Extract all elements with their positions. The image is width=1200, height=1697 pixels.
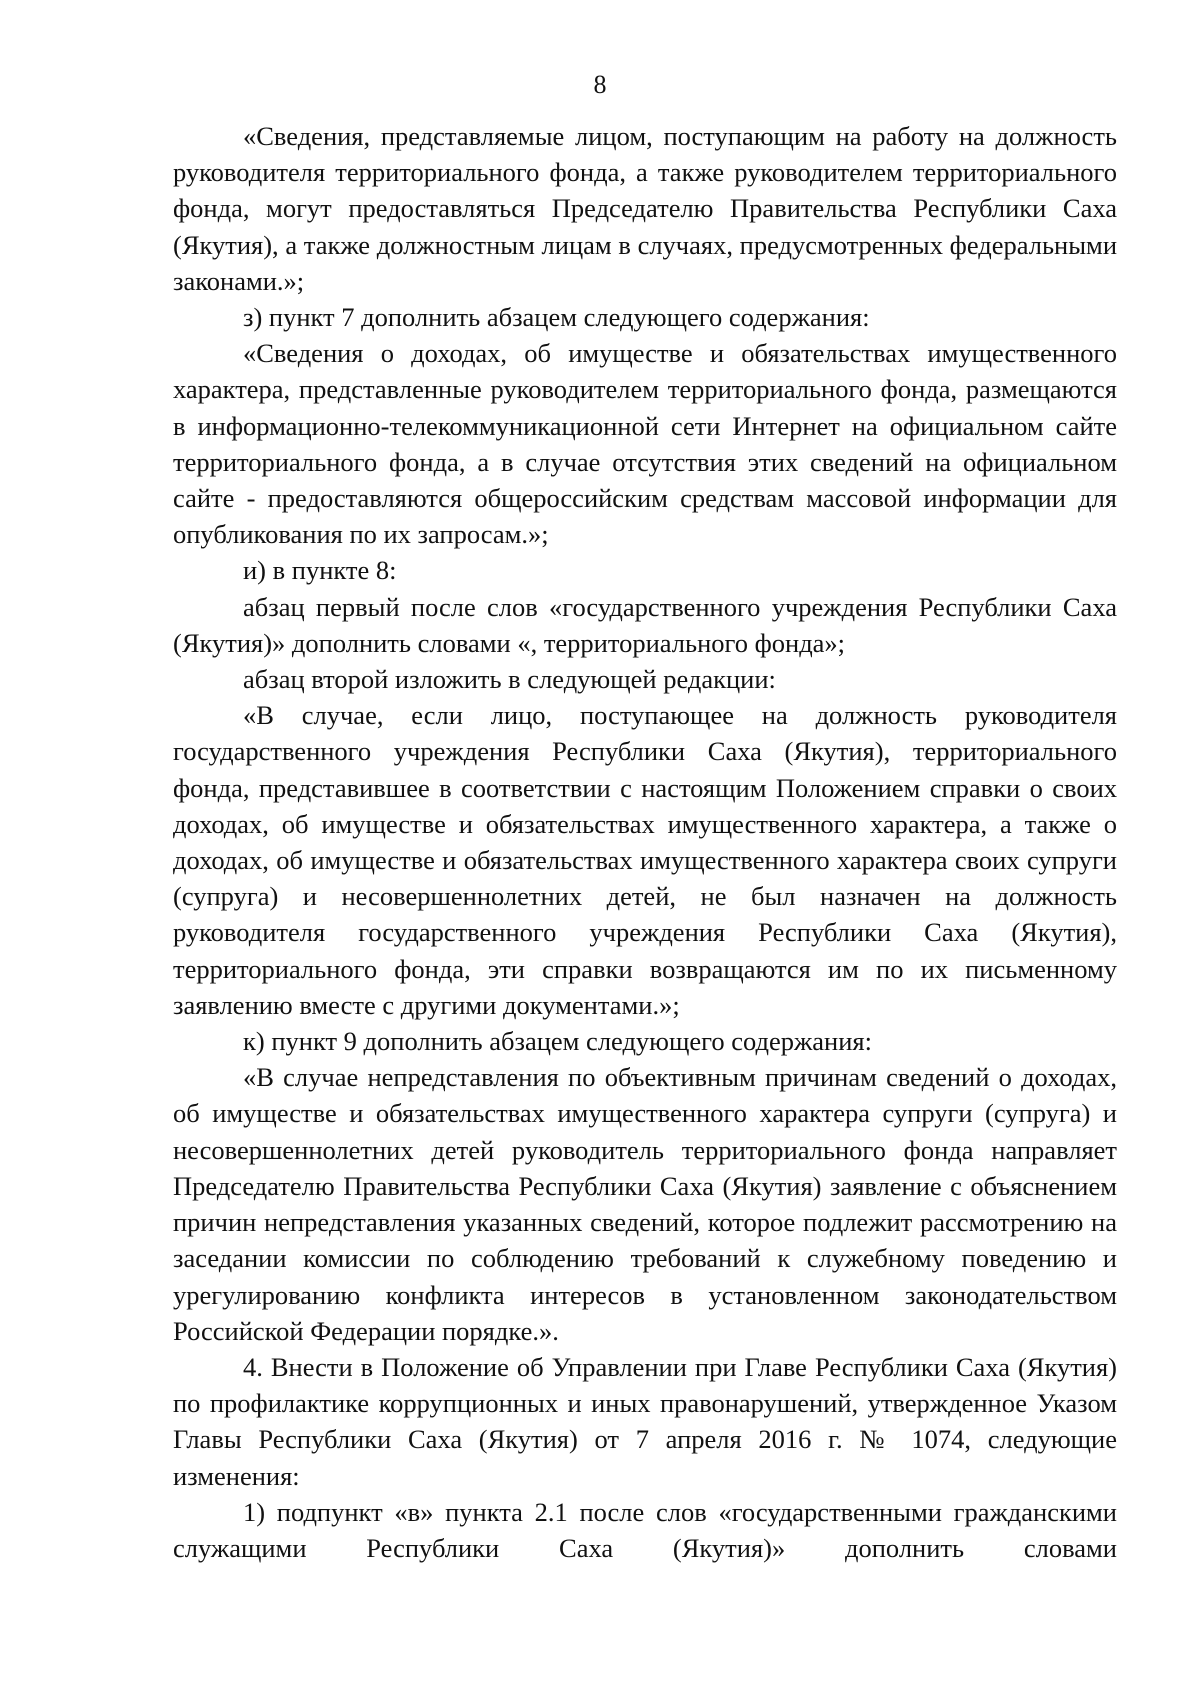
paragraph-subitem-1: 1) подпункт «в» пункта 2.1 после слов «государственными гражданскими служащими Республики Саха (Якутия)» дополнить словами: [173, 1496, 1117, 1563]
paragraph-quote-information-provision: «Сведения, представляемые лицом, поступающим на работу на должность руководителя территориального фонда, а также руководителем территориального фонда, могут предоставляться Председателю Правительства Республики Саха (Якутия), а также должностным лицам в случаях, предусмотренных федеральными законами.»;: [173, 121, 1117, 296]
paragraph-second-abzac: абзац второй изложить в следующей редакции:: [243, 664, 776, 695]
paragraph-item-k: к) пункт 9 дополнить абзацем следующего содержания:: [243, 1026, 872, 1057]
paragraph-quote-return-certificates: «В случае, если лицо, поступающее на должность руководителя государственного учреждения Республики Саха (Якутия), территориального фонда, представившее в соответствии с настоящим Положением справки о своих доходах, об имуществе и обязательствах имущественного характера, а также о доходах, об имуществе и обязательствах имущественного характера своих супруги (супруга) и несовершеннолетних детей, не был назначен на должность руководителя государственного учреждения Республики Саха (Якутия), территориального фонда, эти справки возвращаются им по их письменному заявлению вместе с другими документами.»;: [173, 700, 1117, 1020]
paragraph-first-abzac: абзац первый после слов «государственного учреждения Республики Саха (Якутия)» дополнить словами «, территориального фонда»;: [173, 591, 1117, 658]
paragraph-section-4: 4. Внести в Положение об Управлении при Главе Республики Саха (Якутия) по профилактике коррупционных и иных правонарушений, утвержденное Указом Главы Республики Саха (Якутия) от 7 апреля 2016 г. № 1074, следующие изменения:: [173, 1351, 1117, 1491]
document-body: [173, 118, 1117, 1566]
paragraph-quote-non-submission: «В случае непредставления по объективным причинам сведений о доходах, об имуществе и обязательствах имущественного характера супруги (супруга) и несовершеннолетних детей руководитель территориального фонда направляет Председателю Правительства Республики Саха (Якутия) заявление с объяснением причин непредставления указанных сведений, которое подлежит рассмотрению на заседании комиссии по соблюдению требований к служебному поведению и урегулированию конфликта интересов в установленном законодательством Российской Федерации порядке.».: [173, 1062, 1117, 1346]
paragraph-quote-income-publication: «Сведения о доходах, об имуществе и обязательствах имущественного характера, представленные руководителем территориального фонда, размещаются в информационно-телекоммуникационной сети Интернет на официальном сайте территориального фонда, а в случае отсутствия этих сведений на официальном сайте - предоставляются общероссийским средствам массовой информации для опубликования по их запросам.»;: [173, 338, 1117, 550]
paragraph-item-i: и) в пункте 8:: [243, 555, 397, 586]
paragraph-item-z: з) пункт 7 дополнить абзацем следующего содержания:: [243, 302, 870, 333]
page-number: 8: [593, 70, 607, 99]
